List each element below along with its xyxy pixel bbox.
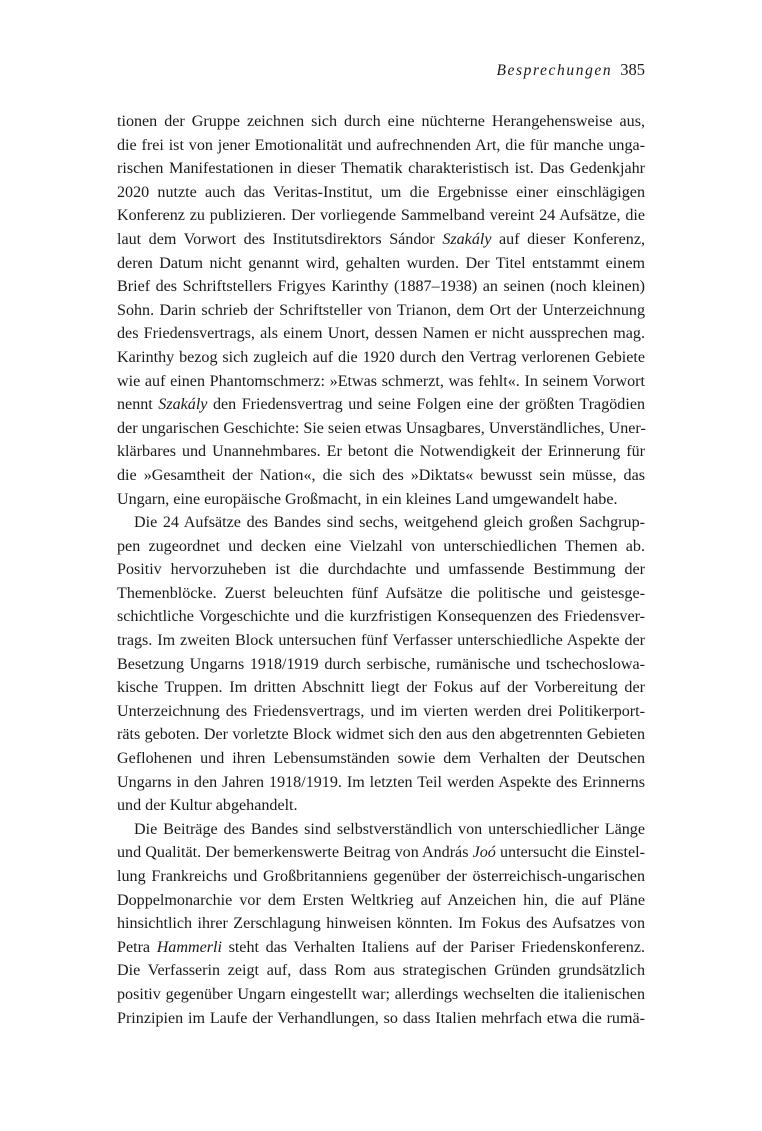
text-line: Unterzeichnung des Friedensvertrags, und im vierten werden drei Politikerport- — [117, 702, 645, 720]
text-line: wie auf einen Phantomschmerz: »Etwas schmerzt, was fehlt«. In seinem Vorwort — [117, 372, 645, 390]
text-line: Doppelmonarchie vor dem Ersten Weltkrieg auf Anzeichen hin, die auf Pläne — [117, 891, 645, 909]
text-line: Themenblöcke. Zuerst beleuchten fünf Aufsätze die politische und geistesge- — [117, 584, 645, 602]
text-line: kische Truppen. Im dritten Abschnitt liegt der Fokus auf der Vorbereitung der — [117, 679, 645, 697]
text-line: deren Datum nicht genannt wird, gehalten wurden. Der Titel entstammt einem — [117, 254, 645, 272]
running-head-section-title: Besprechungen — [496, 62, 613, 79]
italic-name: Szakály — [442, 230, 492, 248]
text-line: des Friedensvertrags, als einem Unort, dessen Namen er nicht aussprechen mag. — [117, 325, 645, 343]
text-line: Die Beiträge des Bandes sind selbstverständlich von unterschiedlicher Länge — [134, 820, 645, 838]
text-line: hinsichtlich ihrer Zerschlagung hinweisen könnten. Im Fokus des Aufsatzes von — [117, 915, 645, 933]
italic-name: Szakály — [158, 396, 208, 414]
text-line: rischen Manifestationen in dieser Thematik charakteristisch ist. Das Gedenkjahr — [117, 160, 645, 178]
text-line: tionen der Gruppe zeichnen sich durch eine nüchterne Herangehensweise aus, — [117, 113, 645, 130]
text-line: Petra Hammerli steht das Verhalten Italiens auf der Pariser Friedenskonferenz. — [117, 938, 645, 956]
text-line: die frei ist von jener Emotionalität und aufrechnenden Art, die für manche unga- — [117, 136, 645, 154]
text-line: Konferenz zu publizieren. Der vorliegende Sammelband vereint 24 Aufsätze, die — [117, 207, 645, 225]
running-head — [496, 60, 645, 81]
body-text — [117, 110, 645, 1030]
text-line: nennt Szakály den Friedensvertrag und seine Folgen eine der größten Tragödien — [117, 396, 646, 414]
text-line: Ungarn, eine europäische Großmacht, in ein kleines Land umgewandelt habe. — [117, 490, 618, 508]
text-line: Ungarns in den Jahren 1918/1919. Im letzten Teil werden Aspekte des Erinnerns — [117, 773, 645, 791]
text-line: positiv gegenüber Ungarn eingestellt war; allerdings wechselten die italienischen — [117, 985, 645, 1003]
text-line: und der Kultur abgehandelt. — [117, 797, 298, 815]
page-number: 385 — [620, 60, 645, 79]
text-line: lung Frankreichs und Großbritanniens gegenüber der österreichisch-ungarischen — [117, 868, 645, 885]
text-line: Brief des Schriftstellers Frigyes Karinthy (1887–1938) an seinen (noch kleinen) — [117, 278, 645, 296]
text-line: die »Gesamtheit der Nation«, die sich des »Diktats« bewusst sein müsse, das — [117, 466, 645, 484]
text-line: Sohn. Darin schrieb der Schriftsteller von Trianon, dem Ort der Unterzeichnung — [117, 301, 645, 319]
text-line: Besetzung Ungarns 1918/1919 durch serbische, rumänische und tschechoslowa- — [117, 655, 645, 673]
text-line: schichtliche Vorgeschichte und die kurzfristigen Konsequenzen des Friedensver- — [117, 608, 645, 626]
text-line: Karinthy bezog sich zugleich auf die 1920 durch den Vertrag verlorenen Gebiete — [117, 348, 645, 366]
italic-name: Hammerli — [156, 938, 222, 956]
paragraph — [117, 511, 645, 818]
text-line: Die 24 Aufsätze des Bandes sind sechs, weitgehend gleich großen Sachgrup- — [134, 514, 645, 532]
text-line: klärbares und Unannehmbares. Er betont die Notwendigkeit der Erinnerung für — [117, 443, 645, 461]
text-line: Positiv hervorzuheben ist die durchdachte und umfassende Bestimmung der — [117, 561, 645, 579]
text-line: trags. Im zweiten Block untersuchen fünf Verfasser unterschiedliche Aspekte der — [117, 632, 645, 650]
paragraph — [117, 110, 645, 511]
text-line: Die Verfasserin zeigt auf, dass Rom aus strategischen Gründen grundsätzlich — [117, 962, 645, 980]
text-line: Prinzipien im Laufe der Verhandlungen, so dass Italien mehrfach etwa die rumä- — [117, 1009, 645, 1027]
text-line: pen zugeordnet und decken eine Vielzahl von unterschiedlichen Themen ab. — [117, 537, 645, 555]
text-line: laut dem Vorwort des Institutsdirektors Sándor Szakály auf dieser Konferenz, — [117, 230, 646, 248]
italic-name: Joó — [472, 844, 496, 862]
paragraph — [117, 818, 645, 1030]
text-line: 2020 nutzte auch das Veritas-Institut, um die Ergebnisse einer einschlägigen — [117, 183, 645, 201]
text-line: und Qualität. Der bemerkenswerte Beitrag von András Joó untersucht die Einstel- — [117, 844, 645, 862]
text-line: räts geboten. Der vorletzte Block widmet sich den aus den abgetrennten Gebieten — [117, 726, 645, 744]
text-line: der ungarischen Geschichte: Sie seien etwas Unsagbares, Unverständliches, Uner- — [117, 419, 646, 437]
text-line: Geflohenen und ihren Lebensumständen sowie dem Verhalten der Deutschen — [117, 750, 645, 768]
